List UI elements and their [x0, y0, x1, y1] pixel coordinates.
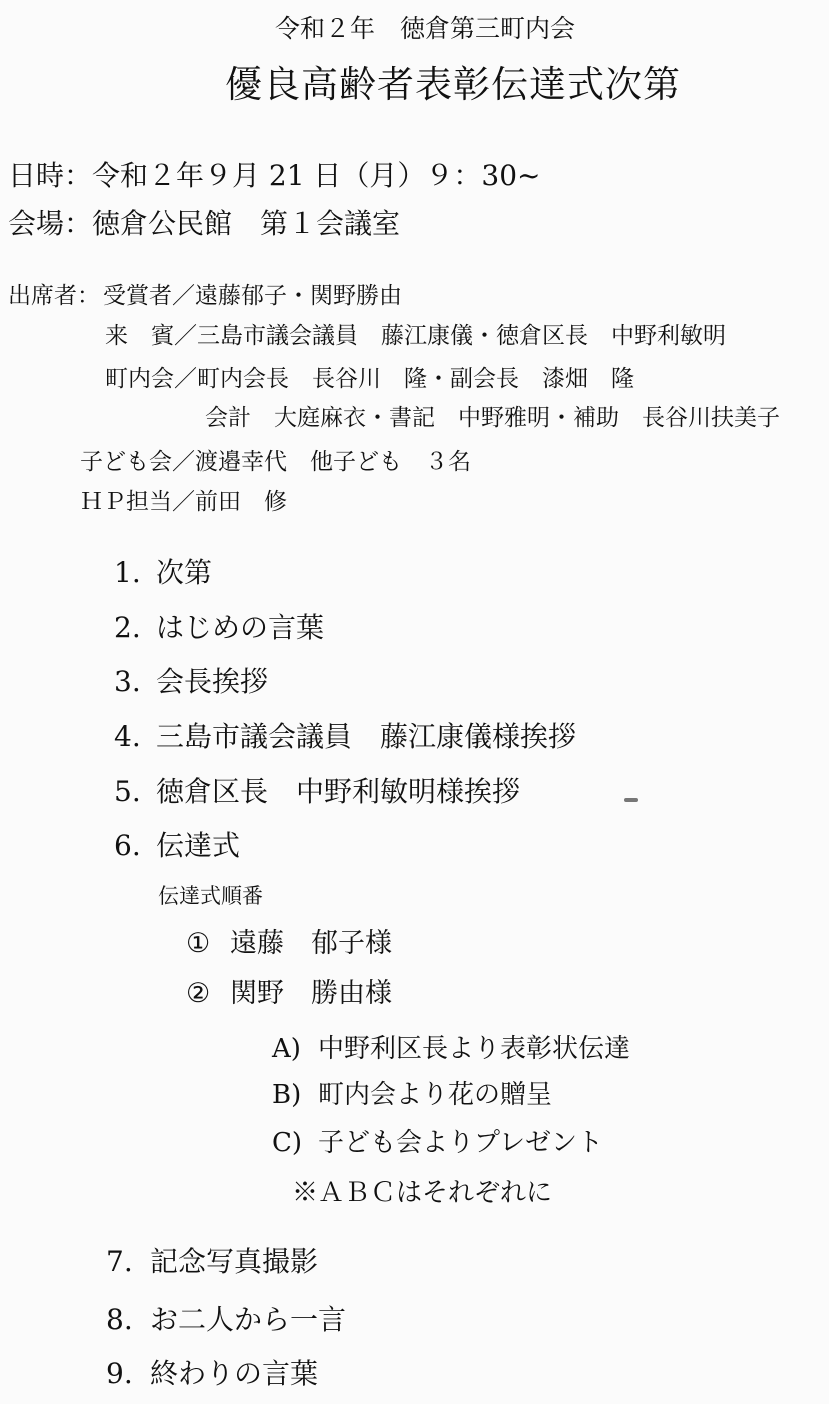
attendee-line: ＨＰ担当／前田 修	[80, 489, 287, 515]
ceremony-step-mark: A)	[272, 1034, 301, 1064]
agenda-item-label: 終わりの言葉	[150, 1357, 319, 1390]
attendee-line: 会計 大庭麻衣・書記 中野雅明・補助 長谷川扶美子	[205, 405, 780, 431]
agenda-item-number: 2.	[114, 611, 141, 644]
agenda-item-number: 9.	[106, 1357, 133, 1390]
agenda-item-label: はじめの言葉	[156, 611, 325, 644]
attendee-line: 受賞者／遠藤郁子・関野勝由	[103, 283, 402, 309]
ceremony-note: ※ＡＢＣはそれぞれに	[292, 1178, 553, 1208]
ceremony-step-text: 中野利区長より表彰状伝達	[318, 1034, 631, 1064]
agenda-item-number: 8.	[106, 1303, 133, 1336]
agenda-item-number: 4.	[114, 720, 141, 753]
agenda-item-label: 徳倉区長 中野利敏明様挨拶	[156, 775, 521, 808]
agenda-item-label: お二人から一言	[150, 1303, 347, 1336]
agenda-item-label: 記念写真撮影	[150, 1245, 319, 1278]
recipient-name: 遠藤 郁子様	[230, 928, 392, 959]
attendees-label: 出席者：	[8, 283, 100, 309]
recipient-mark: ②	[186, 978, 211, 1009]
ceremony-step-text: 町内会より花の贈呈	[318, 1080, 553, 1110]
agenda-item-number: 7.	[106, 1245, 133, 1278]
ceremony-step-text: 子ども会よりプレゼント	[318, 1128, 603, 1158]
attendee-line: 来 賓／三島市議会議員 藤江康儀・徳倉区長 中野利敏明	[105, 323, 726, 349]
ceremony-step-mark: B)	[272, 1080, 302, 1110]
agenda-item-number: 5.	[114, 775, 141, 808]
attendee-line: 子ども会／渡邉幸代 他子ども ３名	[80, 449, 471, 475]
organization-heading: 令和２年 徳倉第三町内会	[275, 14, 576, 43]
agenda-item-number: 1.	[114, 556, 141, 589]
attendee-line: 町内会／町内会長 長谷川 隆・副会長 漆畑 隆	[105, 366, 634, 392]
ceremony-step-mark: C)	[272, 1128, 303, 1158]
agenda-item-label: 次第	[156, 556, 213, 589]
ceremony-order-heading: 伝達式順番	[158, 884, 263, 908]
agenda-item-number: 3.	[114, 665, 141, 698]
document-title: 優良高齢者表彰伝達式次第	[225, 63, 681, 106]
recipient-name: 関野 勝由様	[230, 978, 392, 1009]
agenda-item-label: 三島市議会議員 藤江康儀様挨拶	[156, 720, 577, 753]
agenda-item-label: 伝達式	[156, 829, 241, 862]
date-line: 日時：令和２年９月 21 日（月）９：30~	[8, 159, 541, 192]
scan-speck	[624, 798, 638, 802]
agenda-item-number: 6.	[114, 829, 141, 862]
agenda-item-label: 会長挨拶	[156, 665, 269, 698]
recipient-mark: ①	[186, 928, 211, 959]
venue-line: 会場：徳倉公民館 第１会議室	[8, 207, 401, 240]
